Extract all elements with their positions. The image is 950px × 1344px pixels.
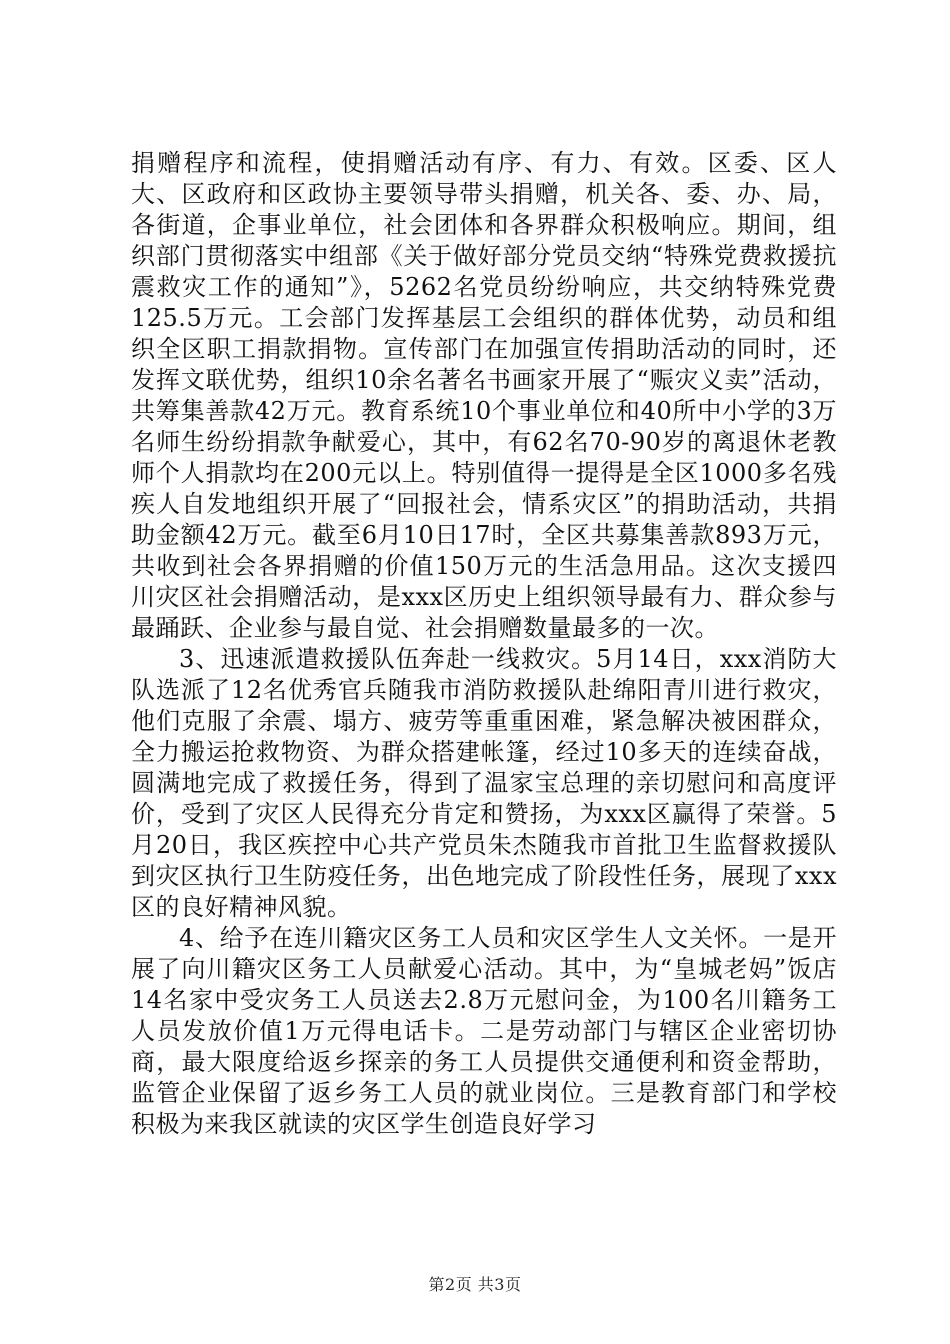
paragraph-humanitarian-care: 4、给予在连川籍灾区务工人员和灾区学生人文关怀。一是开展了向川籍灾区务工人员献爱心活动。其中，为“皇城老妈”饭店14名家中受灾务工人员送去2.8万元慰问金，为100名川籍务工人员发放价值1万元得电话卡。二是劳动部门与辖区企业密切协商，最大限度给返乡探亲的务工人员提供交通便利和资金帮助，监管企业保留了返乡务工人员的就业岗位。三是教育部门和学校积极为来我区就读的灾区学生创造良好学习 — [131, 924, 837, 1138]
document-body — [131, 148, 837, 1140]
page-number-footer: 第2页 共3页 — [428, 1275, 522, 1294]
paragraph-rescue-team: 3、迅速派遣救援队伍奔赴一线救灾。5月14日，xxx消防大队选派了12名优秀官兵随我市消防救援队赴绵阳青川进行救灾，他们克服了余震、塌方、疲劳等重重困难，紧急解决被困群众，全力搬运抢救物资、为群众搭建帐篷，经过10多天的连续奋战，圆满地完成了救援任务，得到了温家宝总理的亲切慰问和高度评价，受到了灾区人民得充分肯定和赞扬，为xxx区赢得了荣誉。5月20日，我区疾控中心共产党员朱杰随我市首批卫生监督救援队到灾区执行卫生防疫任务，出色地完成了阶段性任务，展现了xxx区的良好精神风貌。 — [131, 645, 837, 921]
paragraph-donation-process: 捐赠程序和流程，使捐赠活动有序、有力、有效。区委、区人大、区政府和区政协主要领导带头捐赠，机关各、委、办、局，各街道，企事业单位，社会团体和各界群众积极响应。期间，组织部门贯彻落实中组部《关于做好部分党员交纳“特殊党费救援抗震救灾工作的通知”》，5262名党员纷纷响应，共交纳特殊党费125.5万元。工会部门发挥基层工会组织的群体优势，动员和组织全区职工捐款捐物。宣传部门在加强宣传捐助活动的同时，还发挥文联优势，组织10余名著名书画家开展了“赈灾义卖”活动，共筹集善款42万元。教育系统10个事业单位和40所中小学的3万名师生纷纷捐款争献爱心，其中，有62名70-90岁的离退休老教师个人捐款均在200元以上。特别值得一提得是全区1000多名残疾人自发地组织开展了“回报社会，情系灾区”的捐助活动，共捐助金额42万元。截至6月10日17时，全区共募集善款893万元，共收到社会各界捐赠的价值150万元的生活急用品。这次支援四川灾区社会捐赠活动，是xxx区历史上组织领导最有力、群众参与最踊跃、企业参与最自觉、社会捐赠数量最多的一次。 — [131, 149, 837, 642]
